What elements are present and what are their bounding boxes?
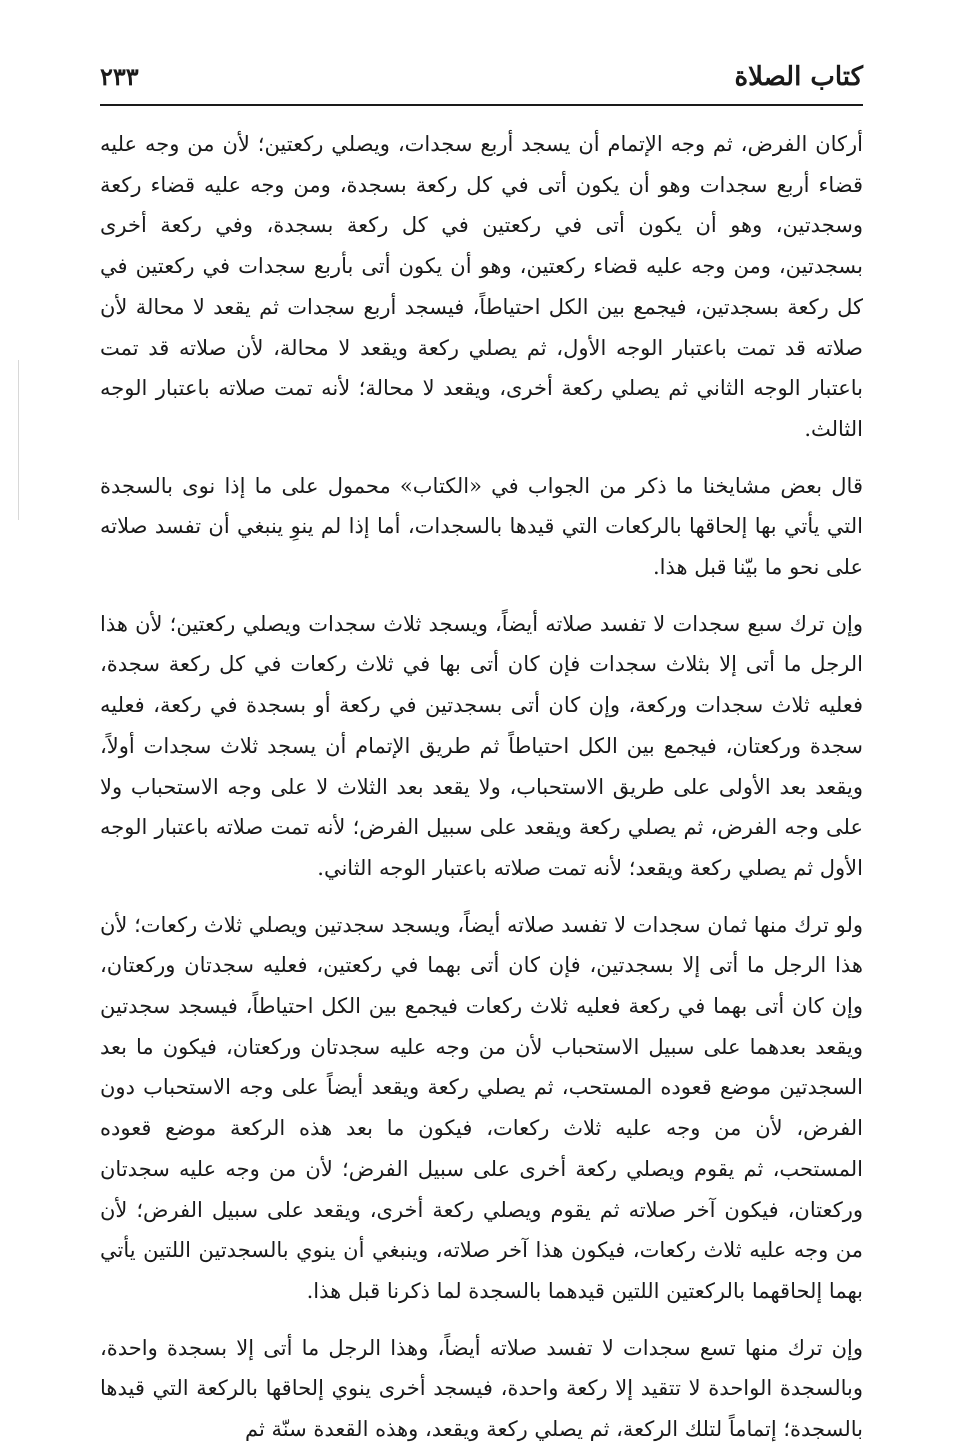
page-number: ٢٣٣ [100,62,139,91]
scan-edge-mark [18,360,19,520]
paragraph: وإن ترك سبع سجدات لا تفسد صلاته أيضاً، ويسجد ثلاث سجدات ويصلي ركعتين؛ لأن هذا الرجل ما أتى إلا بثلاث سجدات فإن كان أتى بها في ثلاث ركعات في كل ركعة سجدة، فعليه ثلاث سجدات وركعة، وإن كان أتى بسجدتين في ركعة أو بسجدة في ركعة، فعليه سجدة وركعتان، فيجمع بين الكل احتياطاً ثم طريق الإتمام أن يسجد ثلاث سجدات أولاً، ويقعد بعد الأولى على طريق الاستحباب، ولا يقعد بعد الثلاث لا على وجه الاستحباب ولا على وجه الفرض، ثم يصلي ركعة ويقعد على سبيل الفرض؛ لأنه تمت صلاته باعتبار الوجه الأول ثم يصلي ركعة ويقعد؛ لأنه تمت صلاته باعتبار الوجه الثاني. [100,611,863,880]
book-title: كتاب الصلاة [734,62,863,92]
paragraph: أركان الفرض، ثم وجه الإتمام أن يسجد أربع سجدات، ويصلي ركعتين؛ لأن من وجه عليه قضاء أربع سجدات وهو أن يكون أتى في كل ركعة بسجدة، ومن وجه عليه قضاء ركعة وسجدتين، وهو أن يكون أتى في ركعتين في كل ركعة بسجدة، وفي ركعة أخرى بسجدتين، ومن وجه عليه قضاء ركعتين، وهو أن يكون أتى بأربع سجدات في ركعتين في كل ركعة بسجدتين، فيجمع بين الكل احتياطاً، فيسجد أربع سجدات ثم يقعد لا محالة لأن صلاته قد تمت باعتبار الوجه الأول، ثم يصلي ركعة ويقعد لا محالة، لأن صلاته قد تمت باعتبار الوجه الثاني ثم يصلي ركعة أخرى، ويقعد لا محالة؛ لأنه تمت صلاته باعتبار الوجه الثالث. [100,132,863,441]
running-header [100,56,863,100]
paragraph: ولو ترك منها ثمان سجدات لا تفسد صلاته أيضاً، ويسجد سجدتين ويصلي ثلاث ركعات؛ لأن هذا الرجل ما أتى إلا بسجدتين، فإن كان أتى بهما في ركعتين، فعليه سجدتان وركعتان، وإن كان أتى بهما في ركعة فعليه ثلاث ركعات فيجمع بين الكل احتياطاً، فيسجد سجدتين ويقعد بعدهما على سبيل الاستحباب لأن من وجه عليه سجدتان وركعتان، فيكون ما بعد السجدتين موضع قعوده المستحب، ثم يصلي ركعة ويقعد أيضاً على وجه الاستحباب دون الفرض، لأن من وجه عليه ثلاث ركعات، فيكون ما بعد هذه الركعة موضع قعوده المستحب، ثم يقوم ويصلي ركعة أخرى على سبيل الفرض؛ لأن من وجه عليه سجدتان وركعتان، فيكون آخر صلاته ثم يقوم ويصلي ركعة أخرى، ويقعد على سبيل الفرض؛ لأن من وجه عليه ثلاث ركعات، فيكون هذا آخر صلاته، وينبغي أن ينوي بالسجدتين اللتين يأتي بهما إلحاقهما بالركعتين اللتين قيدهما بالسجدة لما ذكرنا قبل هذا. [100,912,863,1303]
header-rule [100,104,863,106]
body-text [100,124,863,1450]
paragraph: قال بعض مشايخنا ما ذكر من الجواب في «الكتاب» محمول على ما إذا نوى بالسجدة التي يأتي بها إلحاقها بالركعات التي قيدها بالسجدات، أما إذا لم ينوِ ينبغي أن تفسد صلاته على نحو ما بيّنا قبل هذا. [100,473,863,580]
paragraph: وإن ترك منها تسع سجدات لا تفسد صلاته أيضاً، وهذا الرجل ما أتى إلا بسجدة واحدة، وبالسجدة الواحدة لا تتقيد إلا ركعة واحدة، فيسجد أخرى ينوي إلحاقها بالركعة التي قيدها بالسجدة؛ إتماماً لتلك الركعة، ثم يصلي ركعة ويقعد، وهذه القعدة سنّة ثم [100,1335,863,1442]
